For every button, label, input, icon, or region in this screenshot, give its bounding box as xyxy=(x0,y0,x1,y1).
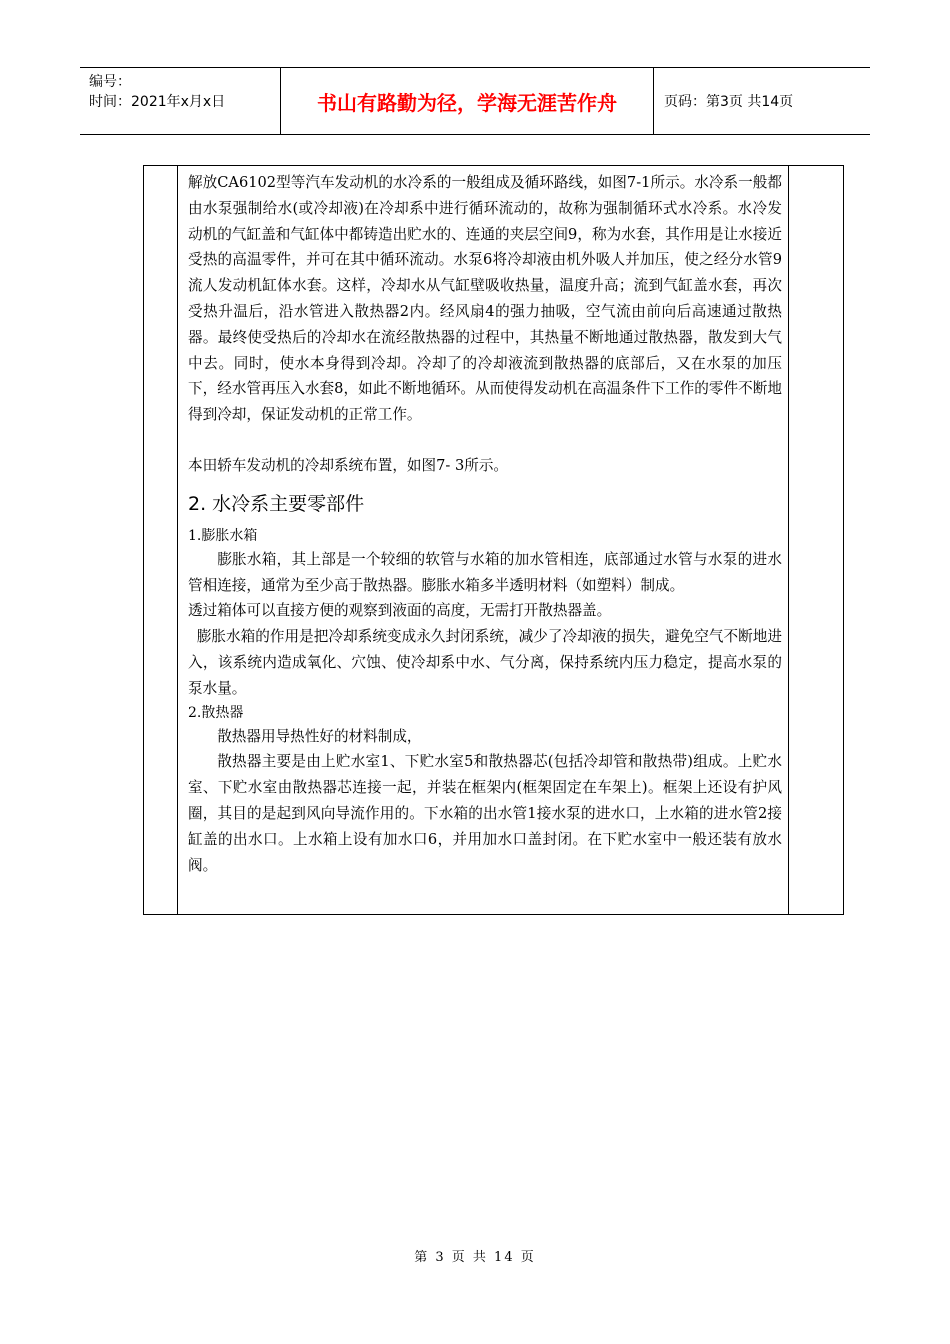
document-number: 编号： xyxy=(89,74,131,90)
paragraph-expansion-tank-2: 透过箱体可以直接方便的观察到液面的高度，无需打开散热器盖。 xyxy=(188,602,612,620)
paragraph-cooling-circuit: 解放CA6102型等汽车发动机的水冷系的一般组成及循环路线，如图7-1所示。水冷系一般都由水泵强制给水(或冷却液)在冷却系中进行循环流动的，故称为强制循环式水冷系。水冷发动机的气缸盖和气缸体中都铸造出贮水的、连通的夹层空间9，称为水套，其作用是让水接近受热的高温零件，并可在其中循环流动。水泵6将冷却液由机外吸人并加压，使之经分水管9流人发动机缸体水套。这样，冷却水从气缸壁吸收热量，温度升高；流到气缸盖水套，再次受热升温后，沿水管进入散热器2内。经风扇4的强力抽吸，空气流由前向后高速通过散热器。最终使受热后的冷却水在流经散热器的过程中，其热量不断地通过散热器，散发到大气中去。同时，使水本身得到冷却。冷却了的冷却液流到散热器的底部后，又在水泵的加压下，经水管再压入水套8，如此不断地循环。从而使得发动机在高温条件下工作的零件不断地得到冷却，保证发动机的正常工作。 xyxy=(188,174,782,424)
paragraph-radiator-2: 散热器主要是由上贮水室1、下贮水室5和散热器芯(包括冷却管和散热带)组成。上贮水室、下贮水室由散热器芯连接一起，并装在框架内(框架固定在车架上)。框架上还设有护风圈，其目的是起到风向导流作用的。下水箱的出水管1接水泵的进水口，上水箱的进水管2接缸盖的出水口。上水箱上设有加水口6，并用加水口盖封闭。在下贮水室中一般还装有放水阀。 xyxy=(188,753,783,874)
header-page-number: 页码：第3页 共14页 xyxy=(664,94,794,110)
table-left-column xyxy=(144,166,178,914)
paragraph-radiator-1: 散热器用导热性好的材料制成， xyxy=(217,727,422,745)
content-table xyxy=(143,165,844,915)
page-footer: 第 3 页 共 14 页 xyxy=(414,1250,536,1265)
paragraph-honda-layout: 本田轿车发动机的冷却系统布置，如图7- 3所示。 xyxy=(188,456,509,474)
paragraph-expansion-tank-1: 膨胀水箱，其上部是一个较细的软管与水箱的加水管相连，底部通过水管与水泵的进水管相连接，通常为至少高于散热器。膨胀水箱多半透明材料（如塑料）制成。 xyxy=(188,550,782,594)
paragraph-expansion-tank-3: 膨胀水箱的作用是把冷却系统变成永久封闭系统，减少了冷却液的损失，避免空气不断地进入，该系统内造成氧化、穴蚀、使冷却系中水、气分离，保持系统内压力稳定，提高水泵的泵水量。 xyxy=(188,628,782,697)
document-date: 时间：2021年x月x日 xyxy=(89,94,226,110)
header-motto: 书山有路勤为径，学海无涯苦作舟 xyxy=(281,68,654,134)
table-right-column xyxy=(788,166,843,914)
page-header xyxy=(80,67,870,135)
table-content-cell xyxy=(178,166,788,914)
subsection-title-expansion-tank: 1.膨胀水箱 xyxy=(188,527,258,544)
subsection-title-radiator: 2.散热器 xyxy=(188,704,244,721)
header-meta xyxy=(80,68,281,134)
section-title: 2. 水冷系主要零部件 xyxy=(188,492,365,515)
